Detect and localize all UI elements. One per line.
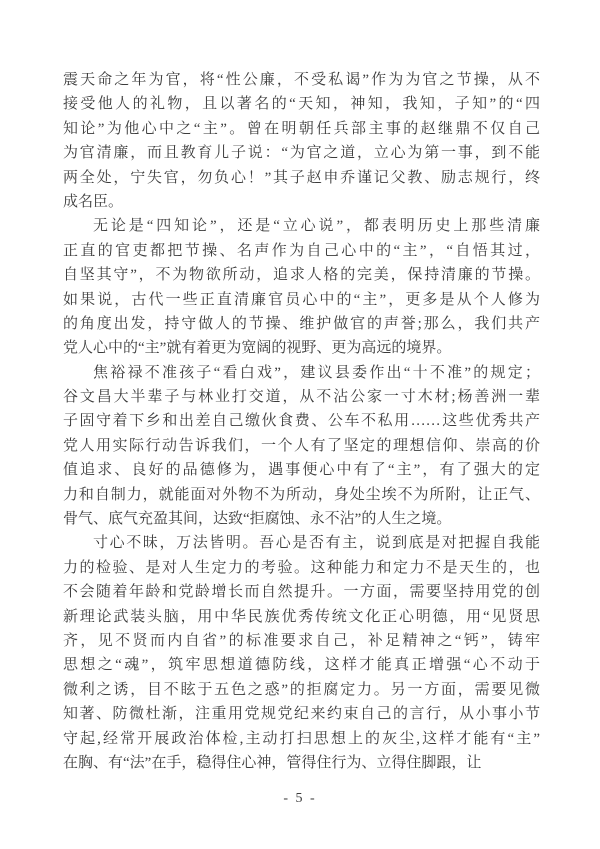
text-line: 思想之“魂”，筑牢思想道德防线，这样才能真正增强“心不动于 [63,657,540,674]
text-line: 力的检验、是对人生定力的考验。这种能力和定力不是天生的，也 [63,559,540,576]
text-line: 新理论武装头脑，用中华民族优秀传统文化正心明德，用“见贤思 [63,608,540,625]
text-line: 两全处，宁失官，勿负心！”其子赵申乔谨记父教、励志规行，终 [63,169,540,186]
text-line: 子固守着下乡和出差自己缴伙食费、公车不私用……这些优秀共产 [63,413,540,430]
text-line: 如果说，古代一些正直清廉官员心中的“主”，更多是从个人修为 [63,291,540,308]
document-body [63,68,540,775]
paragraph [63,68,540,214]
text-line: 党人心中的“主”就有着更为宽阔的视野、更为高远的境界。 [63,340,452,357]
paragraph [63,361,540,532]
text-line: 自坚其守”，不为物欲所动，追求人格的完美，保持清廉的节操。 [63,267,540,284]
text-line: 震天命之年为官，将“性公廉，不受私谒”作为为官之节操，从不 [63,72,540,88]
text-line: 在胸、有“法”在手，稳得住心神，管得住行为、立得住脚跟，让 [63,754,482,771]
text-line: 为官清廉，而且教育儿子说：“为官之道，立心为第一事，到不能 [63,145,540,162]
text-line: 知论”为他心中之“主”。曾在明朝任兵部主事的赵继鼎不仅自己 [63,120,540,137]
text-line: 成名臣。 [63,193,124,210]
text-line: 微利之诱，目不眩于五色之惑”的拒腐定力。另一方面，需要见微 [63,681,540,698]
text-line: 焦裕禄不准孩子“看白戏”，建议县委作出“十不准”的规定； [93,364,540,381]
paragraph [63,214,540,360]
paragraph [63,531,540,775]
text-line: 无论是“四知论”，还是“立心说”，都表明历史上那些清廉 [93,218,540,235]
text-line: 寸心不昧，万法皆明。吾心是否有主，说到底是对把握自我能 [93,535,540,552]
text-line: 党人用实际行动告诉我们，一个人有了坚定的理想信仰、崇高的价 [63,437,540,454]
text-line: 的角度出发，持守做人的节操、维护做官的声誉;那么，我们共产 [63,315,540,332]
text-line: 守起,经常开展政治体检,主动打扫思想上的灰尘,这样才能有“主” [63,730,540,747]
text-line: 骨气、底气充盈其间，达致“拒腐蚀、永不沾”的人生之境。 [63,511,452,528]
page-number: - 5 - [283,791,317,806]
text-line: 不会随着年龄和党龄增长而自然提升。一方面，需要坚持用党的创 [63,584,540,601]
text-line: 正直的官吏都把节操、名声作为自己心中的“主”，“自悟其过， [63,242,540,259]
text-line: 值追求、良好的品德修为，遇事便心中有了“主”，有了强大的定 [63,462,540,479]
text-line: 力和自制力，就能面对外物不为所动，身处尘埃不为所附，让正气、 [63,486,540,503]
text-line: 知著、防微杜渐，注重用党规党纪来约束自己的言行，从小事小节 [63,706,540,723]
text-line: 谷文昌大半辈子与林业打交道，从不沾公家一寸木材;杨善洲一辈 [63,389,540,406]
text-line: 齐，见不贤而内自省”的标准要求自己，补足精神之“钙”，铸牢 [63,632,540,649]
text-line: 接受他人的礼物，且以著名的“天知，神知，我知，子知”的“四 [63,96,540,113]
